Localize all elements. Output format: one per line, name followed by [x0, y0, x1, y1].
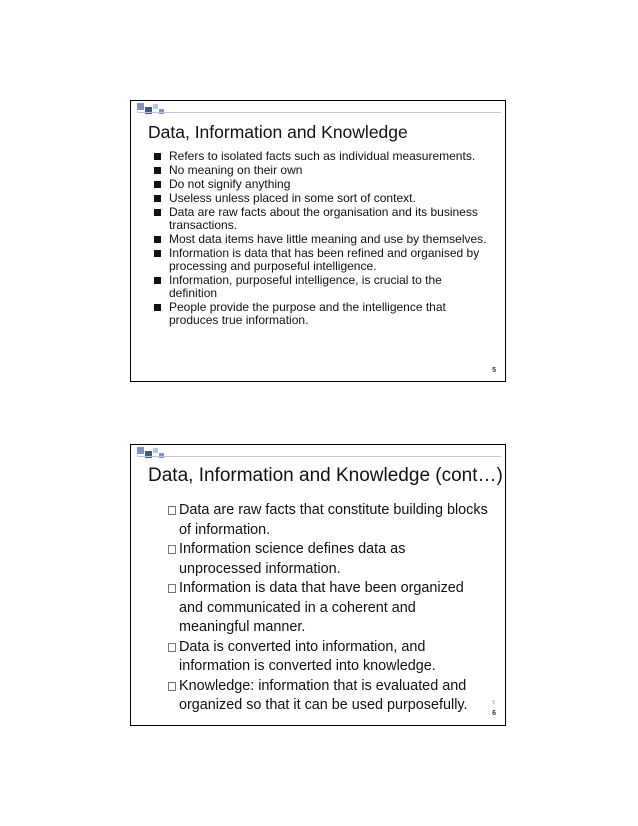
bullet-text: Information, purposeful intelligence, is crucial to the definition	[169, 273, 442, 300]
page-number: 5	[492, 367, 496, 374]
list-item	[168, 677, 488, 716]
bullet-text: Do not signify anything	[169, 177, 291, 191]
list-item	[153, 178, 493, 191]
bullet-text: Information is data that has been refined and organised by processing and purposeful intelligence.	[169, 246, 480, 273]
slide-6	[130, 444, 506, 726]
list-item	[153, 233, 493, 246]
slide-title: Data, Information and Knowledge	[148, 122, 408, 142]
square-bullet-icon	[154, 209, 161, 216]
list-item	[153, 301, 493, 327]
list-item	[153, 206, 493, 232]
bullet-text: Knowledge: information that is evaluated and organized so that it can be used purposefully.	[179, 677, 468, 713]
box-bullet-icon	[168, 506, 176, 515]
bullet-text: Data is converted into information, and information is converted into knowledge.	[179, 638, 436, 674]
square-bullet-icon	[154, 153, 161, 160]
list-item	[168, 579, 488, 638]
square-bullet-icon	[154, 304, 161, 311]
list-item	[153, 274, 493, 300]
square-bullet-icon	[154, 236, 161, 243]
square-bullet-icon	[154, 181, 161, 188]
bullet-text: Useless unless placed in some sort of context.	[169, 191, 416, 205]
square-bullet-icon	[154, 195, 161, 202]
bullet-text: No meaning on their own	[169, 163, 303, 177]
slide-title: Data, Information and Knowledge (cont…)	[148, 465, 503, 486]
list-item	[168, 638, 488, 677]
list-item	[153, 192, 493, 205]
box-bullet-icon	[168, 584, 176, 593]
bullet-text: Refers to isolated facts such as individual measurements.	[169, 149, 476, 163]
square-bullet-icon	[154, 167, 161, 174]
bullet-text: Data are raw facts that constitute building blocks of information.	[179, 502, 488, 538]
bullet-text: Most data items have little meaning and use by themselves.	[169, 232, 487, 246]
slide-corner-decoration	[131, 101, 507, 117]
square-bullet-icon	[154, 250, 161, 257]
page-number: 6	[492, 710, 496, 717]
bullet-text: People provide the purpose and the intelligence that produces true information.	[169, 300, 446, 327]
bullet-text: Information is data that have been organized and communicated in a coherent and meaningful manner.	[179, 580, 464, 635]
square-bullet-icon	[154, 277, 161, 284]
list-item	[153, 150, 493, 163]
list-item	[153, 164, 493, 177]
bullet-list	[153, 150, 493, 328]
list-item	[168, 501, 488, 540]
page-number-small: 6	[492, 700, 495, 706]
box-bullet-icon	[168, 545, 176, 554]
slide-corner-decoration	[131, 445, 507, 461]
bullet-text: Information science defines data as unprocessed information.	[179, 541, 406, 577]
bullet-list	[168, 501, 488, 716]
slide-5	[130, 100, 506, 382]
bullet-text: Data are raw facts about the organisation and its business transactions.	[169, 205, 478, 232]
box-bullet-icon	[168, 682, 176, 691]
list-item	[168, 540, 488, 579]
box-bullet-icon	[168, 643, 176, 652]
list-item	[153, 247, 493, 273]
